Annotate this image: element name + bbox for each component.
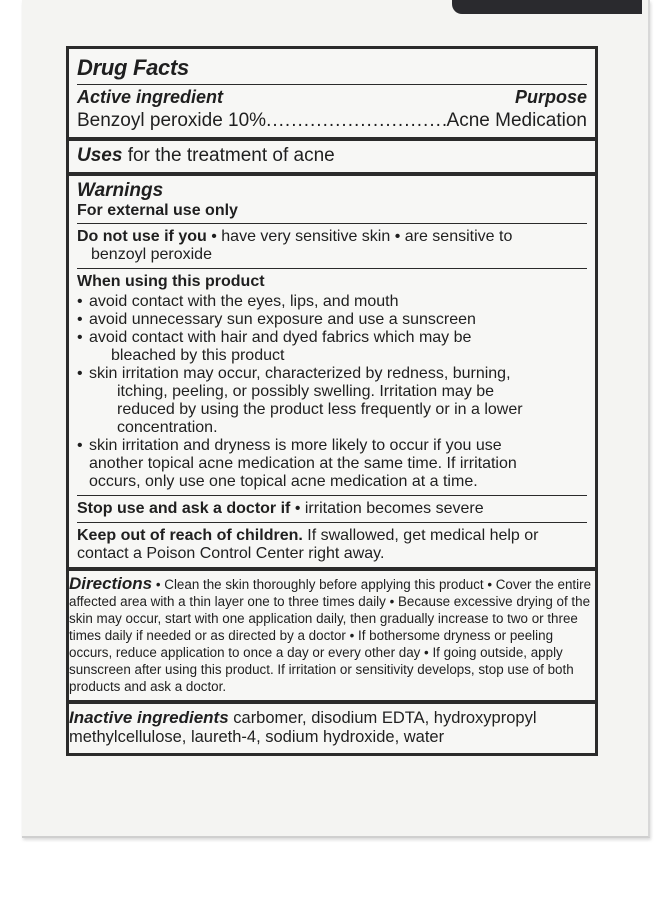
purpose-label: Purpose: [514, 87, 587, 107]
when-using-block: [77, 268, 587, 495]
directions-section: [69, 571, 595, 704]
carton-flap: [452, 0, 642, 14]
ingredient-name: Benzoyl peroxide 10%: [77, 110, 267, 131]
do-not-use-cont: benzoyl peroxide: [91, 246, 212, 263]
ingredient-row: [77, 108, 587, 137]
leader-dots: [266, 110, 446, 132]
list-item: • skin irritation may occur, characterized by redness, burning,: [77, 365, 587, 383]
when-using-list: [77, 293, 587, 491]
directions-text: • Clean the skin thoroughly before applying this product • Cover the entire affected area with a thin layer one to three times daily • Because excessive drying of the skin may occur, start with one application daily, then gradually increase to two or three times daily if needed or as directed by a doctor • If bothersome dryness or peeling occurs, reduce application to once a day or every other day • If going outside, apply sunscreen after using this product. If irritation or sensitivity develops, stop use of both products and ask a doctor.: [69, 577, 592, 694]
external-use-text: For external use only: [77, 202, 238, 219]
list-item-cont: concentration.: [117, 419, 218, 436]
keep-out-cont: contact a Poison Control Center right away.: [77, 545, 385, 562]
do-not-use-text: • have very sensitive skin • are sensitive to: [211, 228, 513, 245]
list-item-cont: bleached by this product: [111, 347, 285, 364]
uses-label: Uses: [77, 145, 123, 166]
keep-out-label: Keep out of reach of children.: [77, 527, 303, 544]
drug-facts-panel: [66, 46, 598, 756]
drug-facts-title: Drug Facts: [77, 55, 189, 80]
keep-out-text: If swallowed, get medical help or: [307, 527, 539, 544]
active-ingredient-header: [77, 84, 587, 108]
warnings-label: Warnings: [77, 180, 164, 201]
active-ingredient-label: Active ingredient: [77, 87, 224, 107]
uses-section: [69, 141, 595, 176]
do-not-use-block: [77, 223, 587, 268]
list-item: • avoid unnecessary sun exposure and use a sunscreen: [77, 311, 587, 329]
uses-text: for the treatment of acne: [127, 145, 335, 166]
inactive-label: Inactive ingredients: [69, 708, 229, 727]
when-using-label: When using this product: [77, 273, 265, 290]
stop-use-text: • irritation becomes severe: [294, 500, 484, 517]
warnings-section: [69, 176, 595, 571]
list-item: • skin irritation and dryness is more likely to occur if you use: [77, 437, 587, 455]
inactive-section: [69, 704, 595, 753]
do-not-use-label: Do not use if you: [77, 228, 207, 245]
list-item: • avoid contact with the eyes, lips, and mouth: [77, 293, 587, 311]
stop-use-block: [77, 495, 587, 522]
list-item-cont: itching, peeling, or possibly swelling. Irritation may be: [117, 383, 495, 400]
list-item-cont: another topical acne medication at the same time. If irritation: [89, 455, 517, 472]
active-ingredient-section: [69, 49, 595, 141]
stop-use-label: Stop use and ask a doctor if: [77, 500, 291, 517]
ingredient-purpose: Acne Medication: [446, 110, 587, 131]
keep-out-block: [77, 522, 587, 567]
inactive-text: carbomer, disodium EDTA, hydroxypropyl methylcellulose, laureth-4, sodium hydroxide, water: [69, 709, 537, 746]
list-item-cont: occurs, only use one topical acne medication at a time.: [89, 473, 478, 490]
directions-label: Directions: [69, 574, 153, 593]
list-item-cont: reduced by using the product less frequently or in a lower: [117, 401, 523, 418]
list-item: • avoid contact with hair and dyed fabrics which may be: [77, 329, 587, 347]
